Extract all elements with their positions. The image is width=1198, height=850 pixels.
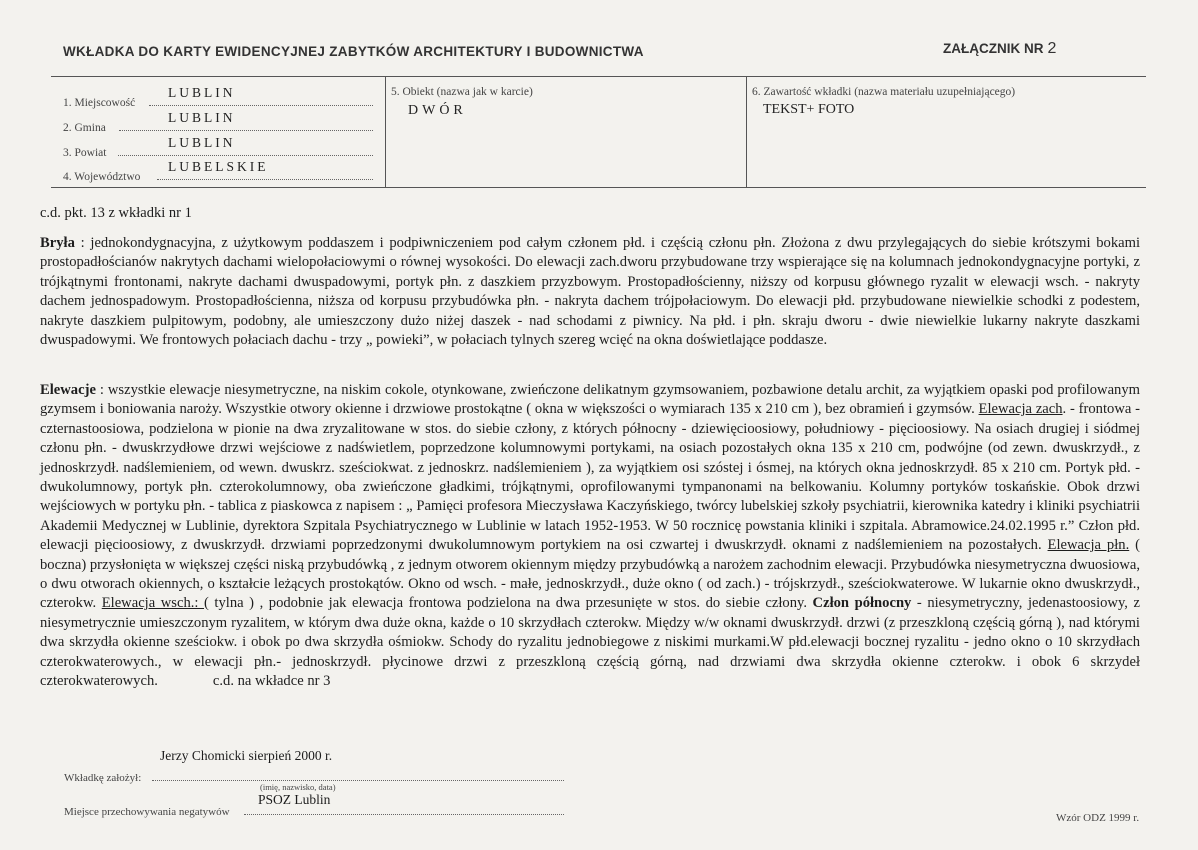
commune-dotted-line bbox=[119, 130, 373, 131]
attachment-label: ZAŁĄCZNIK NR bbox=[943, 41, 1044, 56]
signer: Jerzy Chomicki sierpień 2000 r. bbox=[160, 748, 333, 763]
west-elevation-term: Elewacja zach bbox=[978, 401, 1063, 418]
object-value: DWÓR bbox=[408, 103, 467, 118]
attachment-number-value: 2 bbox=[1047, 40, 1057, 57]
name-hint: (imię, nazwisko, data) bbox=[260, 782, 336, 792]
voivodeship-value: LUBELSKIE bbox=[168, 159, 269, 174]
county-row bbox=[63, 133, 373, 159]
elewacje-text-5: - niesymetryczny, jedenastoosiowy, z niesymetrycznie umieszczonym ryzalitem, w którym dwa duże okna, każde o 10 skrzydłach czterokw. Między w/w oknami dwuskrzydł. drzwi (z przeszkloną częścią górną ), nad którymi dwa skrzydła okienne sześciokw. i obok po dwa skrzydła ośmiokw. Schody do ryzalitu jednobiegowe z niskimi murkami.W płd.elewacji bocznej ryzalitu - jedno okno o 10 skrzydłach czterokwaterowych., w elewacji płn.- jednoskrzydł. płycinowe drzwi z przeszkloną częścią górną, nad drzwiami dwa skrzydła okienne czterokw. i obok 6 skrzydeł czterokwaterowych. bbox=[40, 595, 1140, 690]
identification-box bbox=[51, 76, 1146, 188]
voivodeship-row bbox=[63, 157, 373, 183]
negatives-value: PSOZ Lublin bbox=[258, 792, 331, 807]
commune-label: 2. Gmina bbox=[63, 122, 106, 134]
county-label: 3. Powiat bbox=[63, 147, 107, 159]
commune-value: LUBLIN bbox=[168, 110, 236, 125]
object-label: 5. Obiekt (nazwa jak w karcie) bbox=[391, 86, 533, 98]
city-value: LUBLIN bbox=[168, 85, 236, 100]
template-version: Wzór ODZ 1999 r. bbox=[1056, 812, 1140, 824]
contents-value: TEKST+ FOTO bbox=[763, 102, 855, 117]
city-label: 1. Miejscowość bbox=[63, 97, 136, 109]
elewacje-heading: Elewacje bbox=[40, 382, 96, 398]
city-row bbox=[63, 83, 373, 109]
contents-label: 6. Zawartość wkładki (nazwa materiału uzupełniającego) bbox=[752, 86, 1016, 98]
established-label: Wkładkę założył: bbox=[64, 772, 142, 784]
north-section-term: Człon północny bbox=[812, 595, 912, 612]
east-elevation-term: Elewacja wsch.: bbox=[101, 595, 205, 612]
elewacje-text-1: : wszystkie elewacje niesymetryczne, na niskim cokole, otynkowane, zwieńczone delikatnym gzymsowaniem, pozbawione detalu archit, za wyjątkiem opaski pod profilowanym gzymsem i boniowania naroży. Wszystkie otwory okienne i drzwiowe prostokątne ( okna w większości o wymiarach 135 x 210 cm ), bez obramień i gzymsów. bbox=[40, 382, 1140, 418]
county-value: LUBLIN bbox=[168, 135, 236, 150]
continuation-note: c.d. pkt. 13 z wkładki nr 1 bbox=[40, 205, 192, 221]
voivodeship-dotted-line bbox=[157, 179, 373, 180]
object-column bbox=[385, 77, 746, 187]
form-header bbox=[63, 40, 1148, 64]
attachment-number bbox=[943, 40, 1056, 58]
bryla-section bbox=[40, 234, 1140, 350]
bryla-heading: Bryła bbox=[40, 235, 75, 251]
established-row bbox=[64, 764, 564, 784]
commune-row bbox=[63, 108, 373, 134]
negatives-label: Miejsce przechowywania negatywów bbox=[64, 806, 230, 818]
elewacje-text-4: ( tylna ) , podobnie jak elewacja frontowa podzielona na dwa przesunięte w stos. do siebie człony. bbox=[204, 595, 813, 612]
voivodeship-label: 4. Województwo bbox=[63, 171, 141, 183]
county-dotted-line bbox=[118, 155, 373, 156]
form-title: WKŁADKA DO KARTY EWIDENCYJNEJ ZABYTKÓW ARCHITEKTURY I BUDOWNICTWA bbox=[63, 44, 644, 59]
elewacje-text-2: . - frontowa - czternastoosiowa, podzielona w pionie na dwa zryzalitowane w stos. do siebie człony, z których północny - dziewięcioosiowy, południowy - pięcioosiowy. Na osiach drugiej i siódmej członu płn. - dwuskrzydłowe drzwi wejściowe z nadświetlem, poprzedzone kolumnowymi portykami, na osiach pozostałych okna 135 x 210 cm, podwójne (od zewn. dwuskrzydł., z jednoskrzydł. nadślemieniem, od wewn. dwuskrz. sześciokwat. z jednoskrz. nadślemieniem ), za wyjątkiem osi szóstej i ósmej, na których okna jednoskrzydł. 85 x 210 cm. Portyk płd. - dwukolumnowy, portyk płn. czterokolumnowy, oba zwieńczone gładkimi, trójkątnymi, oprofilowanymi tympanonami na belkowaniu. Kolumny portyków toskańskie. Obok drzwi wejściowych w portyku płn. - tablica z piaskowca z napisem : „ Pamięci profesora Mieczysława Kaczyńskiego, twórcy lubelskiej szkoły psychiatrii, kierownika katedry i kliniki psychiatrii Akademii Medycznej w Lublinie, dyrektora Szpitala Psychiatrycznego w Lublinie w latach 1952-1953. W 50 rocznicę powstania kliniki i szpitala. Abramowice.24.02.1995 r.” Człon płd. elewacji pięcioosiowy, z dwuskrzydł. drzwiami poprzedzonymi dwukolumnowym portykiem na osi czwartej i dwuskrzydł. oknami z nadślemieniem na pozostałych. bbox=[40, 401, 1140, 554]
negatives-row bbox=[64, 798, 564, 818]
continued-note: c.d. na wkładce nr 3 bbox=[212, 673, 331, 690]
established-dotted-line bbox=[152, 780, 564, 781]
city-dotted-line bbox=[149, 105, 373, 106]
negatives-dotted-line bbox=[244, 814, 564, 815]
elewacje-text-3: ( boczna) przysłonięta w większej części niską przybudówką , z jednym otworem okiennym między przybudówką a narożem zachodnim elewacji. Przybudówka niesymetryczna dwuosiowa, o dwu otworach okiennych, o kształcie leżących prostokątów. Okno od wsch. - małe, jednoskrzydł., duże okno ( od zach.) - trójskrzydł., sześciokwaterowe. W lukarnie okno dwuskrzydł., czterokw. bbox=[40, 537, 1141, 612]
contents-column bbox=[746, 77, 1146, 187]
bryla-text: : jednokondygnacyjna, z użytkowym poddaszem i podpiwniczeniem pod całym członem płd. i częścią członu płn. Złożona z dwu przylegających do siebie krótszymi bokami prostopadłościanów nakrytych dachami wielopołaciowymi o równej wysokości. Do elewacji zach.dworu przybudowane trzy wspierające się na kolumnach jednokondygnacyjne portyki, z trójkątnymi frontonami, nakryte dachami dwuspadowymi, portyk płn. z daszkiem przyzbowym. Prostopadłościenny, niższy od korpusu głównego ryzalit w elewacji wsch. - nakryty dachem jednospadowym. Prostopadłościenna, niższa od korpusu przybudówka płn. - nakryta dachem trójpołaciowym. Do elewacji płd. przybudowane niewielkie schodki z podestem, nakryte daszkiem pulpitowym, podobny, ale umieszczony dużo niżej daszek - nad schodami z piwnicy. Na płd. i płn. skraju dworu - dwie niewielkie lukarny nakryte daszkami dwuspadowymi. We frontowych połaciach dachu - trzy „ powieki”, w połaciach tylnych szereg wcięć na okna doświetlające poddasze. bbox=[40, 235, 1140, 349]
north-elevation-term: Elewacja płn. bbox=[1047, 537, 1130, 554]
elewacje-section bbox=[40, 381, 1140, 692]
